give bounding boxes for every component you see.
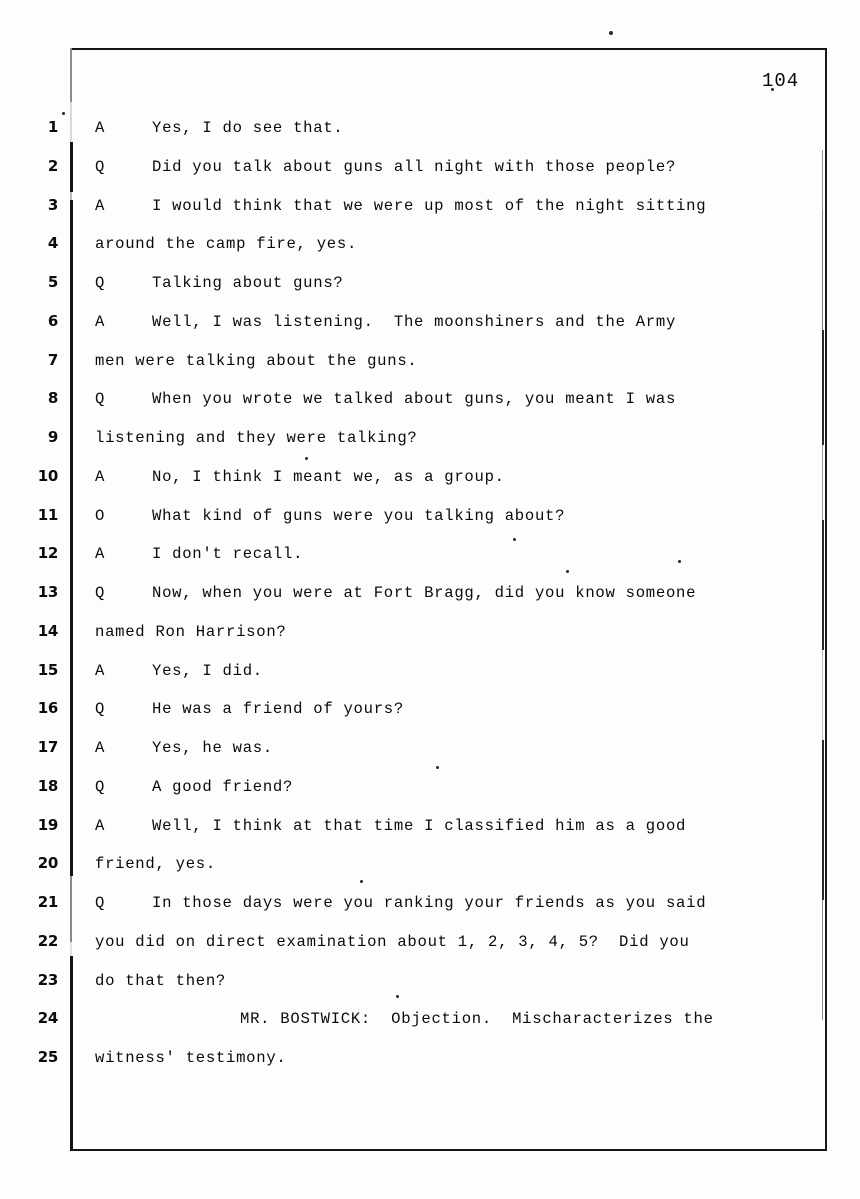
transcript-line: [70, 930, 852, 954]
speaker-label: A: [95, 661, 106, 680]
speaker-label: A: [95, 467, 106, 486]
line-number: 1: [47, 118, 58, 136]
transcript-line: [70, 697, 852, 721]
line-number: 2: [47, 156, 58, 175]
transcript-line-text: named Ron Harrison?: [95, 622, 287, 641]
speaker-label: Q: [95, 894, 106, 913]
speaker-label: Q: [95, 700, 106, 719]
line-number: 6: [47, 311, 58, 330]
line-number: 11: [37, 505, 58, 524]
transcript-line-text: you did on direct examination about 1, 2, 3, 4, 5? Did you: [95, 932, 690, 951]
transcript-line: [70, 659, 852, 683]
transcript-line: [70, 310, 852, 334]
speaker-label: Q: [95, 390, 106, 409]
transcript-line: [70, 1046, 852, 1070]
transcript-line: [70, 465, 852, 489]
transcript-line: [70, 736, 852, 760]
transcript-line-text: Yes, he was.: [152, 739, 273, 758]
line-number: 4: [47, 234, 58, 253]
transcript-line-text: Talking about guns?: [152, 274, 344, 293]
line-number: 18: [37, 776, 58, 795]
transcript-line: [70, 116, 852, 140]
speaker-label: A: [95, 816, 106, 835]
line-number: 9: [47, 428, 58, 447]
speaker-label: A: [95, 545, 106, 564]
transcript-line: [70, 814, 852, 838]
speaker-label: O: [95, 506, 106, 525]
transcript-line: [70, 504, 852, 528]
transcript-line: [70, 387, 852, 411]
transcript-line-text: When you wrote we talked about guns, you meant I was: [152, 390, 677, 409]
transcript-line-text: No, I think I meant we, as a group.: [152, 467, 505, 486]
transcript-line: [70, 852, 852, 876]
transcript-line-text: What kind of guns were you talking about?: [152, 506, 566, 525]
transcript-line: [70, 194, 852, 218]
transcript-line: [70, 271, 852, 295]
transcript-line-text: Yes, I do see that.: [152, 119, 344, 137]
line-number: 25: [37, 1048, 58, 1067]
transcript-line-text: MR. BOSTWICK: Objection. Mischaracterizes the: [240, 1010, 714, 1029]
line-number: 17: [37, 738, 58, 757]
speaker-label: A: [95, 196, 106, 215]
line-number: 16: [37, 699, 58, 718]
line-number: 20: [37, 854, 58, 873]
transcript-line-text: I would think that we were up most of the night sitting: [152, 196, 707, 215]
transcript-line-text: do that then?: [95, 971, 227, 990]
line-number: 7: [47, 350, 58, 369]
transcript-line-text: men were talking about the guns.: [95, 351, 418, 370]
transcript-line-text: A good friend?: [152, 777, 294, 796]
transcript-line-text: friend, yes.: [95, 855, 216, 874]
line-number: 19: [37, 815, 58, 834]
line-number: 8: [47, 389, 58, 408]
line-number: 12: [37, 544, 58, 563]
transcript-line: [70, 426, 852, 450]
line-number: 10: [37, 466, 58, 485]
line-number: 5: [47, 273, 58, 292]
transcript-line-text: Yes, I did.: [152, 661, 263, 680]
line-number: 3: [47, 195, 58, 214]
transcript-text-body: [70, 0, 827, 1199]
transcript-line-text: Did you talk about guns all night with those people?: [152, 157, 677, 176]
transcript-line-text: In those days were you ranking your friends as you said: [152, 894, 707, 913]
speaker-label: A: [95, 312, 106, 331]
transcript-line: [70, 620, 852, 644]
transcript-line-text: around the camp fire, yes.: [95, 235, 358, 254]
transcript-line-text: Now, when you were at Fort Bragg, did you know someone: [152, 584, 697, 603]
speaker-label: Q: [95, 777, 106, 796]
speaker-label: Q: [95, 274, 106, 293]
transcript-line: [70, 542, 852, 566]
transcript-line: [70, 775, 852, 799]
transcript-line: [70, 581, 852, 605]
transcript-line: [70, 969, 852, 993]
transcript-line: [70, 1007, 860, 1031]
transcript-line: [70, 349, 852, 373]
line-number: 14: [37, 621, 58, 640]
speaker-label: Q: [95, 157, 106, 176]
speaker-label: A: [95, 119, 106, 137]
page-number: 104: [762, 70, 800, 92]
transcript-line-text: Well, I think at that time I classified him as a good: [152, 816, 687, 835]
transcript-line-text: Well, I was listening. The moonshiners and the Army: [152, 312, 677, 331]
line-number-gutter: [0, 0, 70, 1199]
line-number: 22: [37, 931, 58, 950]
transcript-line-text: listening and they were talking?: [95, 429, 418, 448]
line-number: 13: [37, 583, 58, 602]
transcript-line: [70, 891, 852, 915]
speaker-label: Q: [95, 584, 106, 603]
transcript-line: [70, 232, 852, 256]
line-number: 21: [37, 893, 58, 912]
line-number: 23: [37, 970, 58, 989]
line-number: 24: [37, 1009, 58, 1028]
transcript-line-text: I don't recall.: [152, 545, 304, 564]
transcript-line-text: He was a friend of yours?: [152, 700, 404, 719]
speaker-label: A: [95, 739, 106, 758]
line-number: 15: [37, 660, 58, 679]
transcript-line-text: witness' testimony.: [95, 1049, 287, 1068]
transcript-line: [70, 155, 852, 179]
